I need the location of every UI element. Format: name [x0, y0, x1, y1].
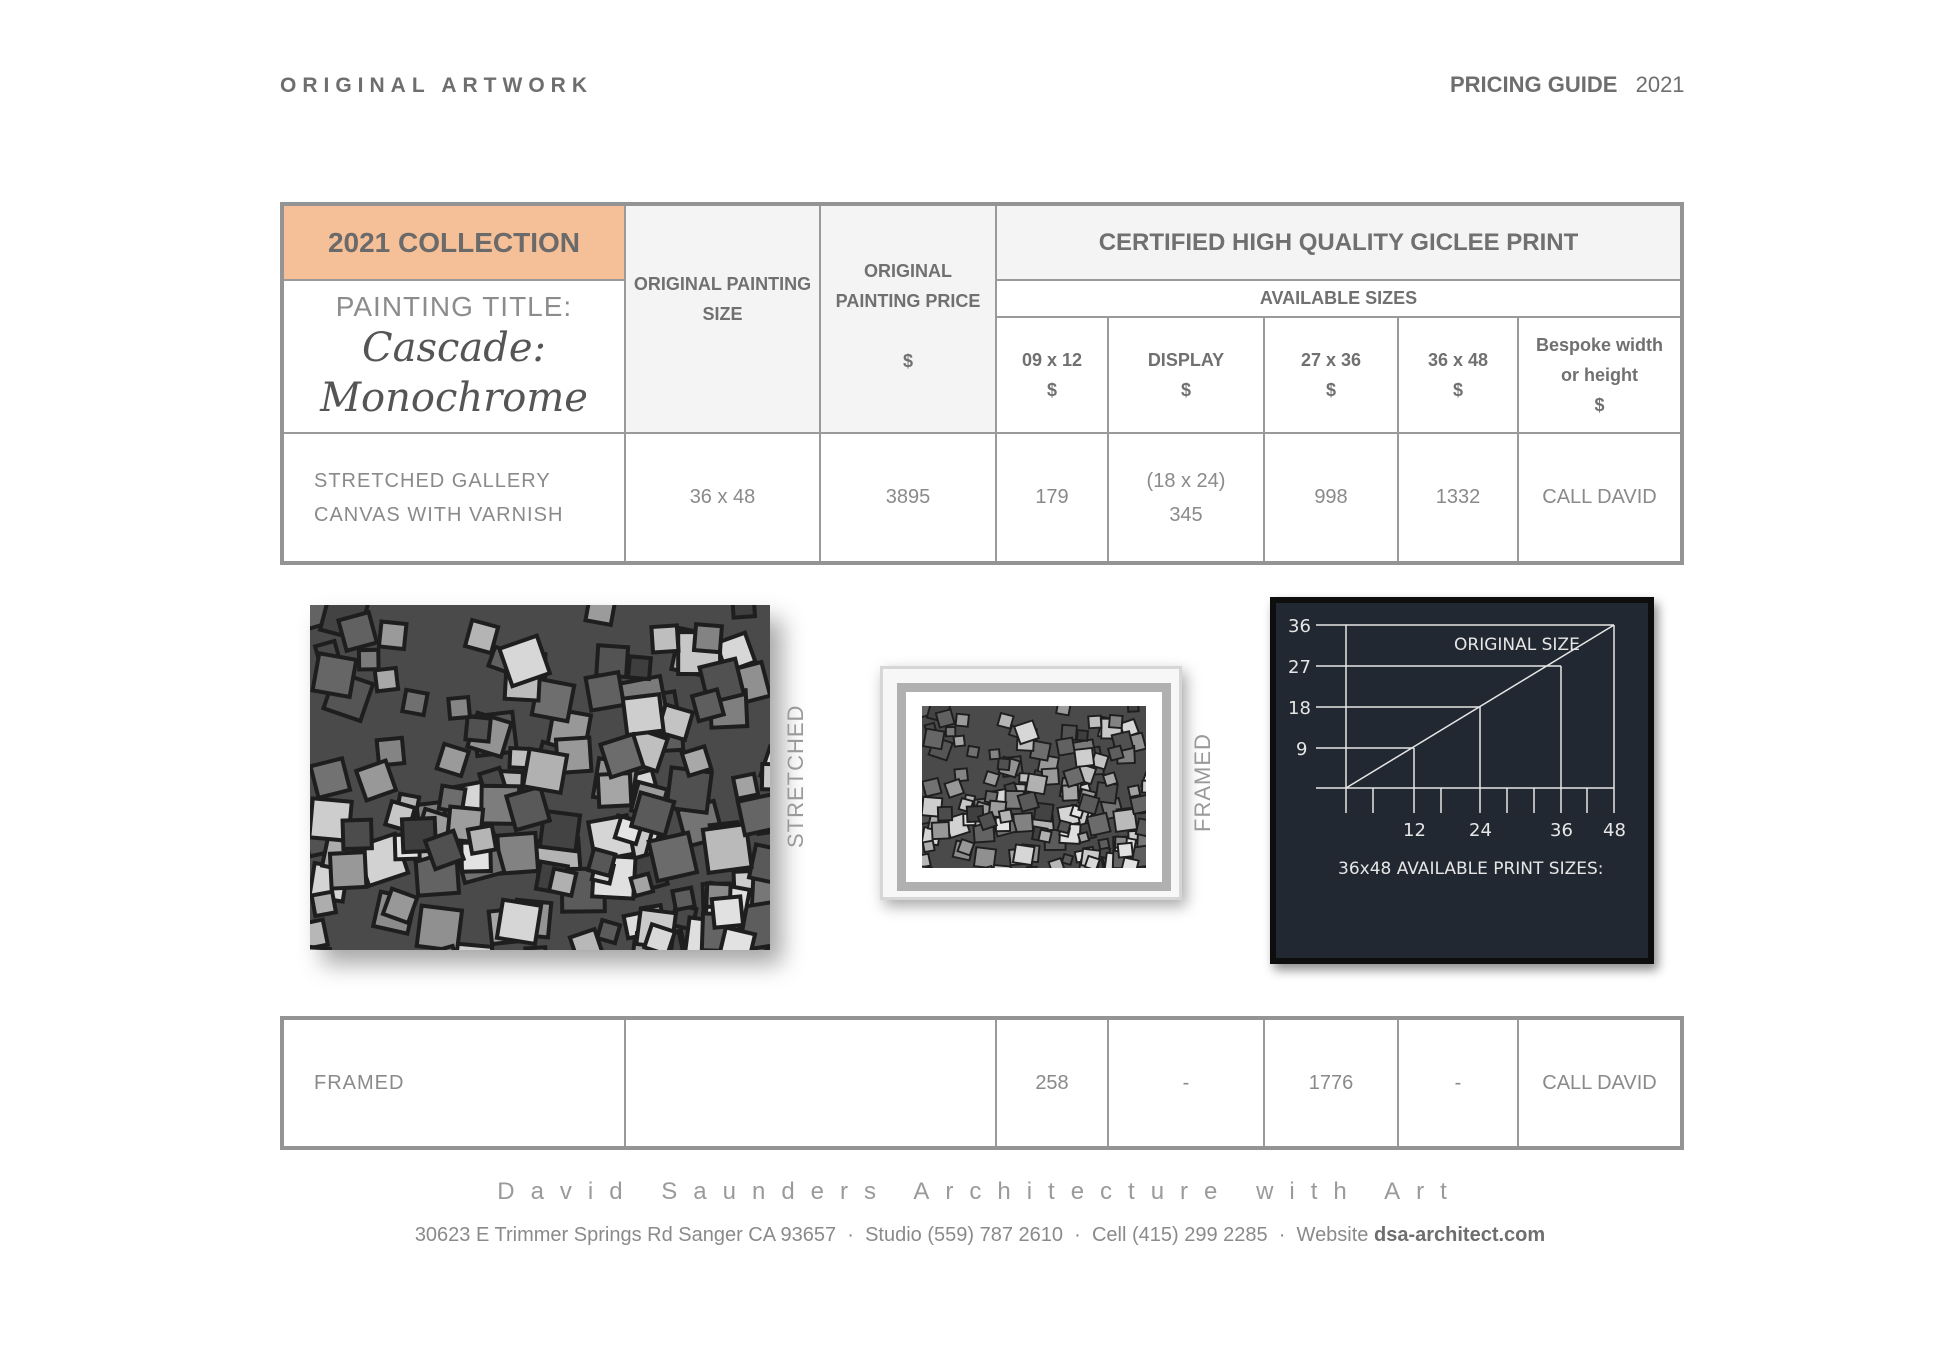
painting-title-label: PAINTING TITLE:	[335, 290, 573, 322]
framed-price-36x48: -	[1398, 1018, 1518, 1148]
display-price: 345	[1169, 503, 1203, 526]
stretched-price-36x48: 1332	[1398, 433, 1518, 563]
display-size: (18 x 24)	[1146, 469, 1226, 492]
size-currency: $	[1046, 380, 1057, 400]
painting-title-line2: Monochrome	[320, 374, 588, 421]
painting-title-line1: Cascade:	[362, 324, 546, 371]
print-size-chart-svg	[1276, 603, 1648, 958]
footer-address: 30623 E Trimmer Springs Rd Sanger CA 93657	[414, 1224, 837, 1246]
painting-art	[922, 706, 1146, 868]
size-label: DISPLAY	[1147, 350, 1225, 370]
original-size-header-text: ORIGINAL PAINTING SIZE	[633, 274, 812, 324]
pricing-guide-year: 2021	[1635, 72, 1685, 97]
footer-studio-phone: Studio (559) 787 2610	[865, 1224, 1064, 1246]
framed-label: FRAMED	[1190, 733, 1215, 832]
frame-mat	[897, 683, 1171, 891]
col-original-size-header	[625, 204, 820, 433]
stretched-original-price: 3895	[820, 433, 996, 563]
size-label: 27 x 36	[1300, 350, 1362, 370]
size-currency: $	[1594, 395, 1605, 415]
header-title: ORIGINAL ARTWORK	[280, 74, 593, 97]
collection-badge: 2021 COLLECTION	[282, 204, 625, 280]
stretched-price-09x12: 179	[996, 433, 1108, 563]
chart-title: ORIGINAL SIZE	[1454, 635, 1580, 655]
pricing-table	[280, 202, 1684, 565]
painting-art	[310, 605, 770, 950]
footer-separator: ·	[1278, 1224, 1286, 1246]
size-header-display	[1108, 317, 1264, 433]
footer-website-label: Website	[1296, 1224, 1369, 1246]
giclee-header: CERTIFIED HIGH QUALITY GICLEE PRINT	[996, 204, 1682, 280]
stretched-painting-image	[310, 605, 770, 950]
row-label-line1: STRETCHED GALLERY	[314, 469, 551, 492]
framed-pricing-table	[280, 1016, 1684, 1150]
original-price-header-line1: ORIGINAL	[864, 261, 952, 281]
size-currency: $	[1180, 380, 1191, 400]
size-label: 09 x 12	[1021, 350, 1083, 370]
row-label-framed: FRAMED	[282, 1018, 625, 1148]
size-header-36x48	[1398, 317, 1518, 433]
framed-empty-cell	[625, 1018, 996, 1148]
footer-contact	[0, 1224, 1960, 1247]
framed-painting-image	[880, 666, 1182, 900]
table-row-stretched	[282, 433, 1682, 563]
table-row-framed	[282, 1018, 1682, 1148]
footer-cell-phone: Cell (415) 299 2285	[1091, 1224, 1268, 1246]
row-label-stretched	[282, 433, 625, 563]
stretched-display-cell	[1108, 433, 1264, 563]
framed-price-display: -	[1108, 1018, 1264, 1148]
bespoke-line1: Bespoke width	[1535, 335, 1664, 355]
original-price-currency: $	[902, 351, 913, 371]
y-tick-label: 18	[1288, 698, 1311, 719]
x-tick-label: 24	[1469, 820, 1492, 841]
print-size-chart	[1270, 597, 1654, 964]
size-currency: $	[1452, 380, 1463, 400]
x-tick-label: 48	[1603, 820, 1626, 841]
size-header-09x12	[996, 317, 1108, 433]
bespoke-line2: or height	[1561, 365, 1638, 385]
size-header-27x36	[1264, 317, 1398, 433]
footer-website-link[interactable]: dsa-architect.com	[1374, 1224, 1546, 1246]
stretched-bespoke: CALL DAVID	[1518, 433, 1682, 563]
framed-price-09x12: 258	[996, 1018, 1108, 1148]
size-currency: $	[1325, 380, 1336, 400]
available-sizes-header: AVAILABLE SIZES	[996, 280, 1682, 317]
y-tick-label: 27	[1288, 657, 1311, 678]
footer-separator: ·	[847, 1224, 854, 1246]
x-tick-label: 12	[1403, 820, 1426, 841]
x-tick-label: 36	[1550, 820, 1573, 841]
y-tick-label: 36	[1288, 616, 1311, 637]
y-tick-label: 9	[1296, 739, 1308, 760]
original-price-header-line2: PAINTING PRICE	[835, 291, 981, 311]
stretched-label: STRETCHED	[783, 704, 808, 848]
framed-price-27x36: 1776	[1264, 1018, 1398, 1148]
size-header-bespoke	[1518, 317, 1682, 433]
stretched-original-size: 36 x 48	[625, 433, 820, 563]
chart-caption: 36x48 AVAILABLE PRINT SIZES:	[1338, 859, 1604, 879]
col-original-price-header	[820, 204, 996, 433]
row-label-line2: CANVAS WITH VARNISH	[314, 503, 564, 526]
framed-art	[922, 706, 1146, 868]
header-pricing-guide	[1450, 72, 1685, 98]
footer-separator: ·	[1074, 1224, 1081, 1246]
painting-title-cell	[282, 280, 625, 433]
stretched-price-27x36: 998	[1264, 433, 1398, 563]
pricing-guide-label: PRICING GUIDE	[1450, 72, 1618, 97]
size-label: 36 x 48	[1427, 350, 1489, 370]
footer-studio-name: David Saunders Architecture with Art	[497, 1178, 1463, 1205]
framed-bespoke: CALL DAVID	[1518, 1018, 1682, 1148]
